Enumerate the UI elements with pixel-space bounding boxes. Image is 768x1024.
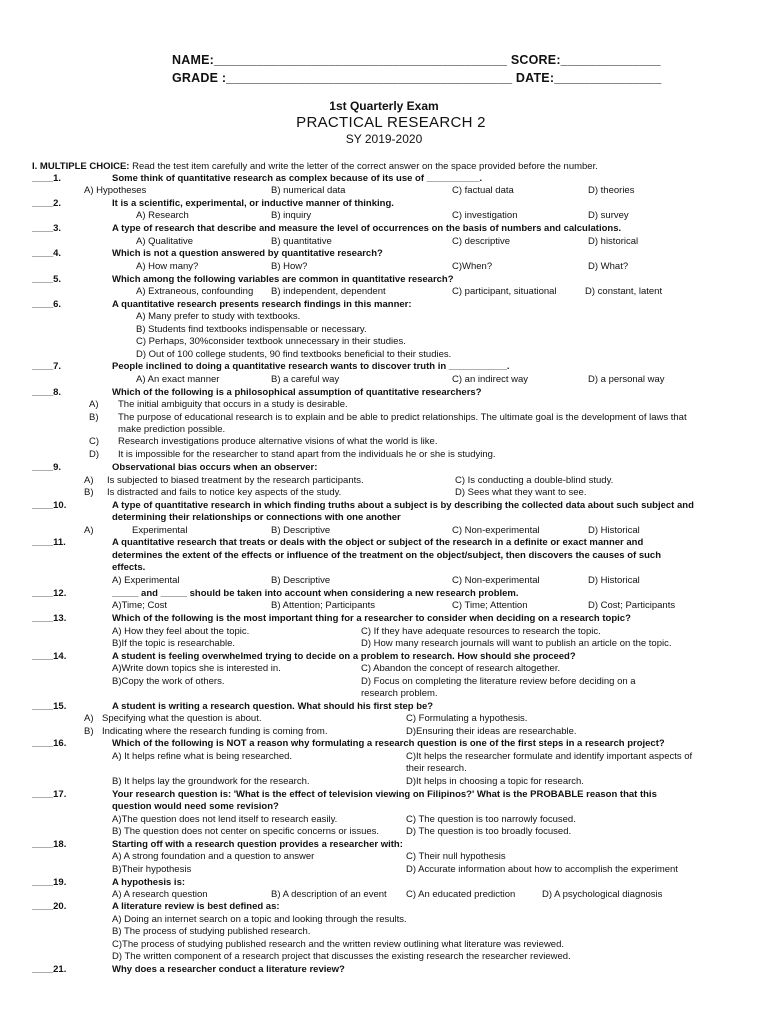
q12-option-a: A)Time; Cost <box>112 600 168 611</box>
question-2-number: ____2. <box>32 198 62 209</box>
q20-option-d: D) The written component of a research project that discusses the existing research the researcher reviewed. <box>112 951 571 962</box>
q5-option-a: A) Extraneous, confounding <box>136 286 254 297</box>
question-3-text: A type of research that describe and measure the level of occurrences on the basis of numbers and calculations. <box>112 223 622 234</box>
q8-option-c: Research investigations produce alternative visions of what the world is like. <box>118 436 438 447</box>
section-label: I. MULTIPLE CHOICE: <box>32 161 130 172</box>
q16-option-c-cont: their research. <box>406 763 467 774</box>
q18-option-a: A) A strong foundation and a question to answer <box>112 851 315 862</box>
q10-option-a: Experimental <box>132 525 188 536</box>
q3-option-d: D) historical <box>588 236 639 247</box>
q10-option-d: D) Historical <box>588 525 640 536</box>
q10-label-a: A) <box>84 525 94 536</box>
q3-option-c: C) descriptive <box>452 236 511 247</box>
question-5-text: Which among the following variables are common in quantitative research? <box>112 274 454 285</box>
section-instructions: Read the test item carefully and write the letter of the correct answer on the space provided before the number. <box>132 161 598 172</box>
q11-option-c: C) Non-experimental <box>452 575 540 586</box>
q7-option-a: A) An exact manner <box>136 374 220 385</box>
q2-option-d: D) survey <box>588 210 629 221</box>
q4-option-b: B) How? <box>271 261 308 272</box>
q16-option-a: A) It helps refine what is being researched. <box>112 751 293 762</box>
q9-option-d: D) Sees what they want to see. <box>455 487 587 498</box>
question-10-text: A type of quantitative research in which finding truths about a subject is by describing the collected data about such subject and <box>112 500 694 511</box>
q14-option-c: C) Abandon the concept of research altogether. <box>361 663 561 674</box>
q15-label-b: B) <box>84 726 94 737</box>
school-year: SY 2019-2020 <box>345 132 423 146</box>
q12-option-b: B) Attention; Participants <box>271 600 376 611</box>
q10-option-c: C) Non-experimental <box>452 525 540 536</box>
q12-option-d: D) Cost; Participants <box>588 600 676 611</box>
q16-option-c: C)It helps the researcher formulate and identify important aspects of <box>406 751 693 762</box>
question-11-text: A quantitative research that treats or deals with the object or subject of the research in a definite or exact manner and <box>112 537 644 548</box>
q9-option-a: Is subjected to biased treatment by the research participants. <box>107 475 364 486</box>
q12-option-c: C) Time; Attention <box>452 600 528 611</box>
q14-option-d: D) Focus on completing the literature review before deciding on a <box>361 676 636 687</box>
q9-label-a: A) <box>84 475 94 486</box>
q3-option-b: B) quantitative <box>271 236 332 247</box>
q11-option-b: B) Descriptive <box>271 575 331 586</box>
question-16-number: ____16. <box>32 738 67 749</box>
q15-option-d: D)Ensuring their ideas are researchable. <box>406 726 577 737</box>
q6-option-c: C) Perhaps, 30%consider textbook unnecessary in their studies. <box>136 336 406 347</box>
q6-option-b: B) Students find textbooks indispensable or necessary. <box>136 324 367 335</box>
question-18-text: Starting off with a research question provides a researcher with: <box>112 839 403 850</box>
question-19-text: A hypothesis is: <box>112 877 186 888</box>
question-17-text-cont: question would need some revision? <box>112 801 279 812</box>
q19-option-c: C) An educated prediction <box>406 889 516 900</box>
section-heading <box>32 161 598 173</box>
q14-option-b: B)Copy the work of others. <box>112 676 225 687</box>
question-14-text: A student is feeling overwhelmed trying to decide on a problem to research. How should she proceed? <box>112 651 576 662</box>
question-21-number: ____21. <box>32 964 67 975</box>
q10-option-b: B) Descriptive <box>271 525 331 536</box>
question-4-number: ____4. <box>32 248 62 259</box>
q8-label-a: A) <box>89 399 99 410</box>
question-13-number: ____13. <box>32 613 67 624</box>
q18-option-c: C) Their null hypothesis <box>406 851 506 862</box>
q13-option-d: D) How many research journals will want to publish an article on the topic. <box>361 638 672 649</box>
q15-label-a: A) <box>84 713 94 724</box>
q13-option-b: B)If the topic is researchable. <box>112 638 236 649</box>
q19-option-d: D) A psychological diagnosis <box>542 889 663 900</box>
q16-option-d: D)It helps in choosing a topic for research. <box>406 776 584 787</box>
q8-label-d: D) <box>89 449 100 460</box>
q9-label-b: B) <box>84 487 94 498</box>
q17-option-c: C) The question is too narrowly focused. <box>406 814 576 825</box>
q16-option-b: B) It helps lay the groundwork for the research. <box>112 776 310 787</box>
question-9-text: Observational bias occurs when an observer: <box>112 462 318 473</box>
question-12-text: _____ and _____ should be taken into account when considering a new research problem. <box>112 588 519 599</box>
q20-option-c: C)The process of studying published research and the written review outlining what literature was reviewed. <box>112 939 565 950</box>
q18-option-b: B)Their hypothesis <box>112 864 192 875</box>
q13-option-c: C) If they have adequate resources to research the topic. <box>361 626 601 637</box>
question-10-number: ____10. <box>32 500 67 511</box>
q8-label-b: B) <box>89 412 99 423</box>
question-9-number: ____9. <box>32 462 62 473</box>
q4-option-c: C)When? <box>452 261 493 272</box>
question-11-text-cont2: effects. <box>112 562 146 573</box>
grade-date-line: GRADE :________________________________________ DATE:_______________ <box>172 71 662 85</box>
question-15-text: A student is writing a research question. What should his first step be? <box>112 701 434 712</box>
question-17-text: Your research question is: 'What is the effect of television viewing on Filipinos?' What is the PROBABLE reason that this <box>112 789 657 800</box>
question-18-number: ____18. <box>32 839 67 850</box>
question-4-text: Which is not a question answered by quantitative research? <box>112 248 383 259</box>
question-6-text: A quantitative research presents research findings in this manner: <box>112 299 412 310</box>
question-2-text: It is a scientific, experimental, or inductive manner of thinking. <box>112 198 394 209</box>
question-1-text: Some think of quantitative research as complex because of its use of __________. <box>112 173 483 184</box>
q20-option-a: A) Doing an internet search on a topic and looking through the results. <box>112 914 407 925</box>
q4-option-a: A) How many? <box>136 261 199 272</box>
exam-title: 1st Quarterly Exam <box>329 99 439 113</box>
question-20-number: ____20. <box>32 901 67 912</box>
question-15-number: ____15. <box>32 701 67 712</box>
question-5-number: ____5. <box>32 274 62 285</box>
question-10-text-cont: determining their relationships or connections with one another <box>112 512 401 523</box>
q15-option-b: Indicating where the research funding is coming from. <box>102 726 328 737</box>
q14-option-d-cont: research problem. <box>361 688 438 699</box>
question-7-number: ____7. <box>32 361 62 372</box>
question-11-number: ____11. <box>32 537 66 548</box>
q11-option-a: A) Experimental <box>112 575 180 586</box>
q7-option-d: D) a personal way <box>588 374 665 385</box>
question-14-number: ____14. <box>32 651 67 662</box>
q14-option-a: A)Write down topics she is interested in. <box>112 663 281 674</box>
q8-option-a: The initial ambiguity that occurs in a study is desirable. <box>118 399 348 410</box>
q5-option-d: D) constant, latent <box>585 286 663 297</box>
q17-option-a: A)The question does not lend itself to research easily. <box>112 814 338 825</box>
q8-option-d: It is impossible for the researcher to stand apart from the individuals he or she is studying. <box>118 449 496 460</box>
q2-option-b: B) inquiry <box>271 210 312 221</box>
q20-option-b: B) The process of studying published research. <box>112 926 311 937</box>
q7-option-b: B) a careful way <box>271 374 340 385</box>
q8-option-b-cont: make prediction possible. <box>118 424 226 435</box>
q17-option-d: D) The question is too broadly focused. <box>406 826 572 837</box>
question-11-text-cont: determines the extent of the effects or influence of the treatment on the object/subject, then discovers the causes of such <box>112 550 662 561</box>
question-12-number: ____12. <box>32 588 67 599</box>
q15-option-a: Specifying what the question is about. <box>102 713 262 724</box>
q18-option-d: D) Accurate information about how to accomplish the experiment <box>406 864 678 875</box>
name-score-line: NAME:_________________________________________ SCORE:______________ <box>172 53 661 67</box>
question-8-text: Which of the following is a philosophical assumption of quantitative researchers? <box>112 387 482 398</box>
question-3-number: ____3. <box>32 223 62 234</box>
question-1-number: ____1. <box>32 173 62 184</box>
question-16-text: Which of the following is NOT a reason why formulating a research question is one of the first steps in a research project? <box>112 738 665 749</box>
q8-label-c: C) <box>89 436 100 447</box>
q1-option-a: A) Hypotheses <box>84 185 147 196</box>
question-7-text: People inclined to doing a quantitative research wants to discover truth in ___________. <box>112 361 510 372</box>
subject-title: PRACTICAL RESEARCH 2 <box>296 114 486 131</box>
q3-option-a: A) Qualitative <box>136 236 194 247</box>
q4-option-d: D) What? <box>588 261 629 272</box>
q8-option-b: The purpose of educational research is to explain and be able to predict relationships. The ultimate goal is the development of laws that <box>118 412 687 423</box>
question-17-number: ____17. <box>32 789 67 800</box>
question-21-text: Why does a researcher conduct a literature review? <box>112 964 345 975</box>
q5-option-b: B) independent, dependent <box>271 286 386 297</box>
q6-option-a: A) Many prefer to study with textbooks. <box>136 311 301 322</box>
q7-option-c: C) an indirect way <box>452 374 529 385</box>
q1-option-d: D) theories <box>588 185 635 196</box>
question-13-text: Which of the following is the most important thing for a researcher to consider when deciding on a research topic? <box>112 613 631 624</box>
q15-option-c: C) Formulating a hypothesis. <box>406 713 528 724</box>
q1-option-c: C) factual data <box>452 185 514 196</box>
q2-option-a: A) Research <box>136 210 189 221</box>
q13-option-a: A) How they feel about the topic. <box>112 626 250 637</box>
q5-option-c: C) participant, situational <box>452 286 557 297</box>
q2-option-c: C) investigation <box>452 210 518 221</box>
question-20-text: A literature review is best defined as: <box>112 901 280 912</box>
q1-option-b: B) numerical data <box>271 185 346 196</box>
q17-option-b: B) The question does not center on specific concerns or issues. <box>112 826 380 837</box>
q19-option-b: B) A description of an event <box>271 889 387 900</box>
question-8-number: ____8. <box>32 387 62 398</box>
q11-option-d: D) Historical <box>588 575 640 586</box>
q9-option-c: C) Is conducting a double-blind study. <box>455 475 614 486</box>
q9-option-b: Is distracted and fails to notice key aspects of the study. <box>107 487 342 498</box>
q19-option-a: A) A research question <box>112 889 208 900</box>
question-19-number: ____19. <box>32 877 67 888</box>
q6-option-d: D) Out of 100 college students, 90 find textbooks beneficial to their studies. <box>136 349 452 360</box>
question-6-number: ____6. <box>32 299 62 310</box>
